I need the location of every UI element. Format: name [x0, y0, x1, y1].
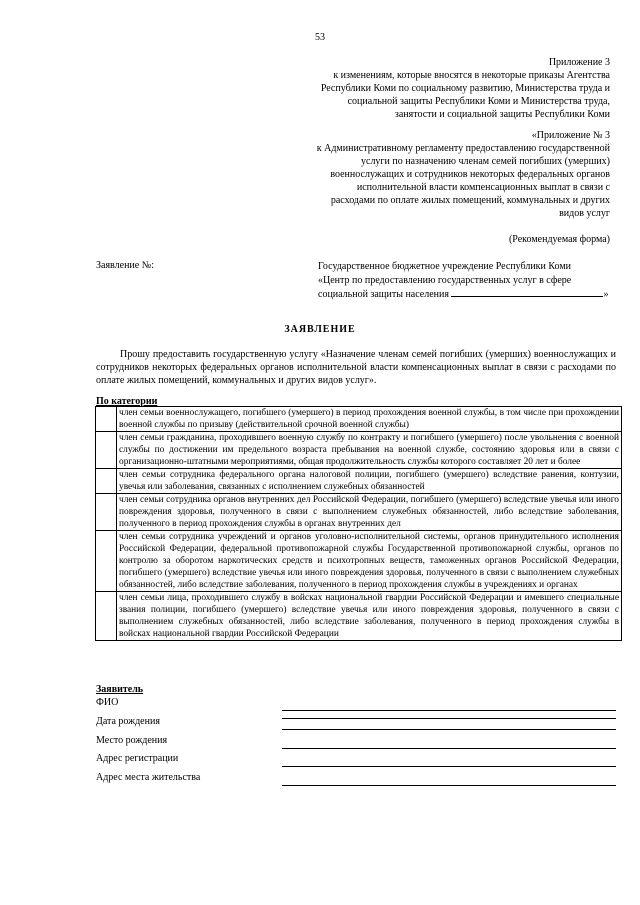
- live-address-label: Адрес места жительства: [96, 772, 201, 783]
- regulation-appendix-header: [317, 129, 610, 220]
- birth-place-field[interactable]: [282, 748, 616, 749]
- live-address-row: [96, 772, 616, 788]
- institution-blank[interactable]: [451, 287, 603, 297]
- reg-address-field[interactable]: [282, 766, 616, 767]
- institution-line: [318, 287, 608, 302]
- appendix-line: к изменениям, которые вносятся в некоторые приказы Агентства: [333, 70, 610, 81]
- document-title: ЗАЯВЛЕНИЕ: [284, 324, 356, 335]
- birth-date-label: Дата рождения: [96, 716, 160, 727]
- form-note: (Рекомендуемая форма): [508, 234, 610, 245]
- category-text: член семьи лица, проходившего службу в войсках национальной гвардии Российской Федерации и имевшего специальные звания полиции, погибшего (умершего) вследствие увечья или иного повреждения здоровья, полученного в связи с выполнением служебных обязанностей, либо вследствие заболевания, полученного в период прохождения службы в войсках национальной гвардии Российской Федерации: [117, 592, 622, 641]
- institution-line: Государственное бюджетное учреждение Республики Коми: [318, 261, 572, 272]
- appendix-line: Приложение 3: [548, 57, 610, 68]
- category-text: член семьи сотрудника федерального органа налоговой полиции, погибшего (умершего) вследствие ранения, контузии, увечья или заболевания, связанных с исполнением служебных обязанностей: [117, 469, 622, 494]
- category-row: [96, 494, 622, 531]
- live-address-field[interactable]: [282, 785, 616, 786]
- regulation-line: исполнительной власти компенсационных выплат в связи с: [356, 182, 610, 193]
- reg-address-label: Адрес регистрации: [96, 753, 179, 764]
- institution-line-text: социальной защиты населения: [318, 289, 449, 300]
- birth-place-label: Место рождения: [96, 735, 168, 746]
- appendix-line: Республики Коми по социальному развитию, Министерства труда и: [320, 83, 610, 94]
- fio-field[interactable]: [282, 710, 616, 711]
- category-text: член семьи сотрудника органов внутренних дел Российской Федерации, погибшего (умершего) вследствие увечья или иного повреждения здоровья, полученного в связи с выполнением служебных обязанностей, либо вследствие заболевания, полученного в период прохождения службы в органах внутренних дел: [117, 494, 622, 531]
- category-heading: По категории: [96, 396, 158, 407]
- category-table: [95, 406, 622, 641]
- category-checkbox[interactable]: [96, 494, 117, 531]
- category-checkbox[interactable]: [96, 531, 117, 592]
- category-text: член семьи гражданина, проходившего военную службу по контракту и погибшего (умершего) после увольнения с военной службы по достижении им предельного возраста пребывания на военной службе, состоянию здоровья или в связи с организационно-штатными мероприятиями, общая продолжительность службы которого составляет 20 лет и более: [117, 432, 622, 469]
- page-number: 53: [315, 32, 325, 43]
- institution-line: «Центр по предоставлению государственных услуг в сфере: [318, 274, 572, 286]
- category-checkbox[interactable]: [96, 407, 117, 432]
- category-checkbox[interactable]: [96, 469, 117, 494]
- birth-date-field[interactable]: [282, 729, 616, 730]
- regulation-line: расходами по оплате жилых помещений, коммунальных и других: [330, 195, 610, 206]
- statement-number-label: Заявление №:: [96, 260, 155, 271]
- category-row: [96, 531, 622, 592]
- regulation-line: видов услуг: [559, 208, 610, 219]
- category-row: [96, 469, 622, 494]
- regulation-line: военнослужащих и сотрудников некоторых федеральных органов: [330, 169, 610, 180]
- institution-quote: »: [603, 289, 609, 300]
- birth-date-row: [96, 716, 616, 732]
- category-checkbox[interactable]: [96, 592, 117, 641]
- category-text: член семьи сотрудника учреждений и органов уголовно-исполнительной системы, органов принудительного исполнения Российской Федерации, федеральной противопожарной службы Государственной противопожарной службы, органов по контролю за оборотом наркотических средств и психотропных веществ, таможенных органов Российской Федерации, погибшего (умершего) вследствие увечья или иного повреждения здоровья, полученного в связи с выполнением служебных обязанностей, либо вследствие заболевания, полученного в период прохождения службы в учреждениях и органах: [117, 531, 622, 592]
- appendix-header: [321, 56, 610, 121]
- category-row: [96, 407, 622, 432]
- request-paragraph: Прошу предоставить государственную услугу «Назначение членам семей погибших (умерших) военнослужащих и сотрудников некоторых федеральных органов исполнительной власти компенсационных выплат в связи с расходами по оплате жилых помещений, коммунальных и других видов услуг».: [96, 349, 616, 386]
- category-checkbox[interactable]: [96, 432, 117, 469]
- appendix-line: занятости и социальной защиты Республики Коми: [394, 109, 610, 120]
- category-text: член семьи военнослужащего, погибшего (умершего) в период прохождения военной службы, в том числе при прохождении военной службы по призыву (действительной срочной военной службы): [117, 407, 622, 432]
- appendix-line: социальной защиты Республики Коми и Министерства труда,: [347, 96, 610, 107]
- category-row: [96, 592, 622, 641]
- reg-address-row: [96, 753, 616, 769]
- applicant-heading: Заявитель: [96, 684, 144, 695]
- category-row: [96, 432, 622, 469]
- regulation-line: к Административному регламенту предоставлению государственной: [316, 143, 610, 154]
- institution-block: [318, 260, 608, 302]
- fio-row: [96, 697, 616, 713]
- regulation-line: услуги по назначению членам семей погибших (умерших): [361, 156, 610, 167]
- fio-label: ФИО: [96, 697, 119, 708]
- regulation-line: «Приложение № 3: [531, 130, 610, 141]
- birth-place-row: [96, 735, 616, 751]
